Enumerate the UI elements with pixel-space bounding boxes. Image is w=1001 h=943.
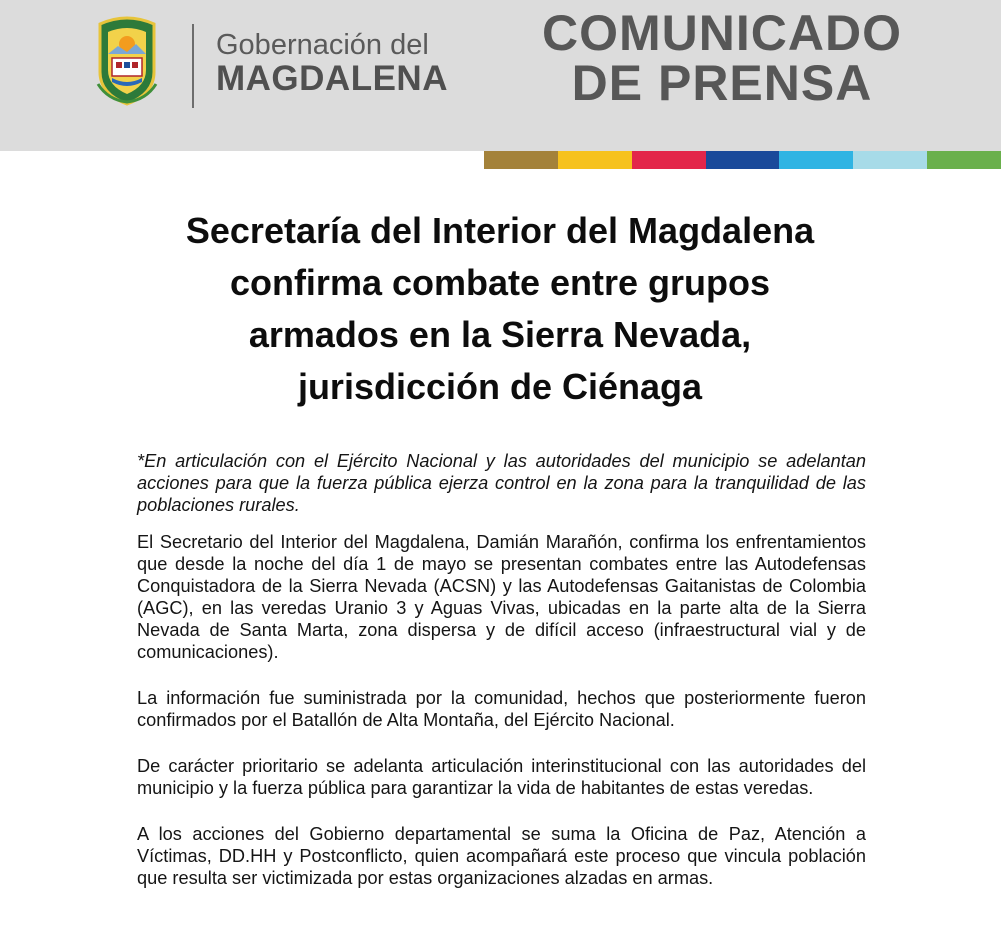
headline-line: Secretaría del Interior del Magdalena [185,210,815,251]
brand-color-bar [484,151,1001,169]
banner-line1: COMUNICADO [542,5,902,61]
color-stripe [558,151,632,169]
color-stripe [484,151,558,169]
color-stripe [779,151,853,169]
headline-line: confirma combate entre grupos [229,262,771,303]
header-banner [0,0,1001,151]
headline-line: armados en la Sierra Nevada, [248,314,752,355]
color-stripe [706,151,780,169]
body-paragraph: La información fue suministrada por la comunidad, hechos que posteriormente fueron confirmados por el Batallón de Alta Montaña, del Ejército Nacional. [137,688,866,730]
org-name-line2: MAGDALENA [216,59,448,98]
coat-of-arms-icon [94,14,160,106]
header-divider [192,24,194,108]
org-name-line1: Gobernación del [216,29,429,61]
body-paragraph: A los acciones del Gobierno departamental se suma la Oficina de Paz, Atención a Víctimas, DD.HH y Postconflicto, quien acompañará este proceso que vincula población que resulta ser victimizada por estas organizaciones alzadas en armas. [137,824,866,888]
color-stripe [632,151,706,169]
headline-line: jurisdicción de Ciénaga [297,366,703,407]
lead-paragraph: *En articulación con el Ejército Nacional y las autoridades del municipio se adelantan acciones para que la fuerza pública ejerza control en la zona para la tranquilidad de las poblaciones rurales. [137,451,866,515]
press-release-banner [527,5,917,111]
color-stripe [927,151,1001,169]
color-stripe [853,151,927,169]
article-body [137,450,866,889]
headline [130,205,870,413]
banner-line2: DE PRENSA [571,55,873,111]
body-paragraph: De carácter prioritario se adelanta articulación interinstitucional con las autoridades del municipio y la fuerza pública para garantizar la vida de habitantes de estas veredas. [137,756,866,798]
body-paragraph: El Secretario del Interior del Magdalena, Damián Marañón, confirma los enfrentamientos que desde la noche del día 1 de mayo se presentan combates entre las Autodefensas Conquistadora de la Sierra Nevada (ACSN) y las Autodefensas Gaitanistas de Colombia (AGC), en las veredas Uranio 3 y Aguas Vivas, ubicadas en la parte alta de la Sierra Nevada de Santa Marta, zona dispersa y de difícil acceso (infraestructural vial y de comunicaciones). [137,532,866,662]
